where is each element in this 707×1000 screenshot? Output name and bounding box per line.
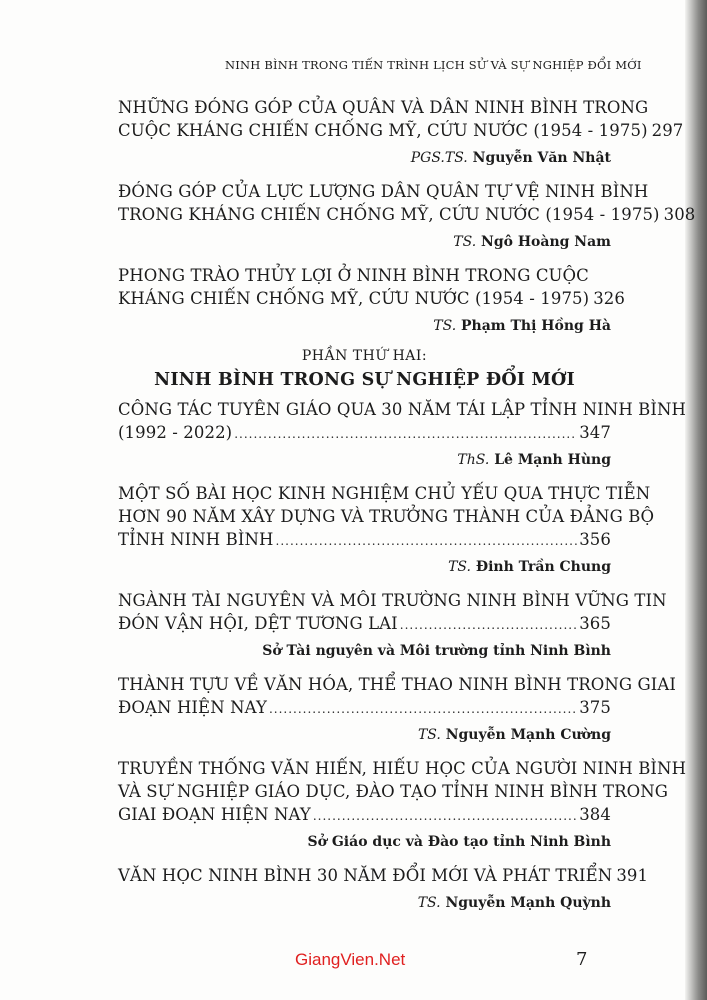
toc-entry (118, 864, 649, 913)
toc-entry (118, 482, 655, 577)
entry-page-number: 375 (579, 698, 611, 717)
entry-title-text: NGÀNH TÀI NGUYÊN VÀ MÔI TRƯỜNG NINH BÌNH VỮNG TIN (118, 591, 667, 610)
entry-title-text: TRONG KHÁNG CHIẾN CHỐNG MỸ, CỨU NƯỚC (1954 - 1975) (118, 205, 660, 224)
author-degree: TS. (453, 234, 477, 250)
entry-title-text: CÔNG TÁC TUYÊN GIÁO QUA 30 NĂM TÁI LẬP TỈNH NINH BÌNH (118, 400, 687, 419)
entry-title-text: ĐOẠN HIỆN NAY (118, 698, 267, 717)
entry-title-text: THÀNH TỰU VỀ VĂN HÓA, THỂ THAO NINH BÌNH TRONG GIAI (118, 675, 677, 694)
entry-title-text: PHONG TRÀO THỦY LỢI Ở NINH BÌNH TRONG CUỘC (118, 266, 589, 285)
entry-page-number: 365 (579, 614, 611, 633)
entry-author (118, 557, 611, 577)
entry-page-number: 326 (593, 289, 625, 308)
toc-entry-line (118, 264, 611, 287)
entry-author (118, 832, 611, 852)
author-degree: ThS. (457, 452, 490, 468)
toc-entry-line (118, 505, 655, 528)
toc-entry (118, 589, 667, 661)
page-number: 7 (576, 949, 588, 970)
author-name: Nguyễn Mạnh Cường (445, 727, 611, 743)
entry-page-number: 391 (616, 866, 649, 885)
entry-title-text: ĐÓN VẬN HỘI, DỆT TƯƠNG LAI (118, 614, 398, 633)
entry-author (118, 148, 611, 168)
toc-part-two (118, 398, 687, 913)
toc-entry-line (118, 180, 649, 203)
toc-entry (118, 757, 687, 852)
toc-entry-line (118, 803, 611, 828)
dot-leader (400, 614, 577, 637)
author-name: Sở Tài nguyên và Môi trường tỉnh Ninh Bình (262, 643, 611, 659)
toc-entry (118, 264, 625, 336)
dot-leader (313, 805, 577, 828)
toc-entry-line (118, 612, 611, 637)
entry-page-number: 297 (651, 121, 684, 140)
entry-page-number: 308 (663, 205, 696, 224)
entry-title-text: HƠN 90 NĂM XÂY DỰNG VÀ TRƯỞNG THÀNH CỦA ĐẢNG BỘ (118, 507, 655, 526)
dot-leader (234, 423, 577, 446)
author-degree: TS. (433, 318, 457, 334)
table-of-contents (118, 96, 696, 925)
entry-title-text: ĐÓNG GÓP CỦA LỰC LƯỢNG DÂN QUÂN TỰ VỆ NINH BÌNH (118, 182, 649, 201)
toc-entry (118, 398, 687, 470)
entry-author (118, 450, 611, 470)
part-title: NINH BÌNH TRONG SỰ NGHIỆP ĐỔI MỚI (154, 370, 575, 390)
author-name: Phạm Thị Hồng Hà (461, 318, 611, 334)
entry-title-text: (1992 - 2022) (118, 423, 233, 442)
entry-author (118, 641, 611, 661)
author-degree: PGS.TS. (410, 150, 468, 166)
toc-entry (118, 673, 677, 745)
entry-page-number: 356 (579, 530, 611, 549)
author-degree: TS. (448, 559, 471, 575)
entry-page-number: 384 (579, 805, 611, 824)
toc-entry-line (118, 287, 625, 312)
entry-page-number: 347 (579, 423, 611, 442)
author-name: Đinh Trần Chung (475, 559, 611, 575)
entry-title-text: VÀ SỰ NGHIỆP GIÁO DỤC, ĐÀO TẠO TỈNH NINH BÌNH TRONG (118, 782, 669, 801)
toc-entry-line (118, 864, 649, 889)
entry-title-text: GIAI ĐOẠN HIỆN NAY (118, 805, 311, 824)
author-name: Sở Giáo dục và Đào tạo tỉnh Ninh Bình (307, 834, 611, 850)
toc-part-one (118, 96, 696, 336)
toc-entry-line (118, 673, 677, 696)
author-name: Lê Mạnh Hùng (494, 452, 611, 468)
entry-author (118, 725, 611, 745)
part-subtitle: PHẦN THỨ HAI: (301, 348, 428, 364)
entry-title-text: KHÁNG CHIẾN CHỐNG MỸ, CỨU NƯỚC (1954 - 1975) (118, 289, 590, 308)
entry-title-text: VĂN HỌC NINH BÌNH 30 NĂM ĐỔI MỚI VÀ PHÁT TRIỂN (118, 866, 613, 885)
toc-entry-line (118, 421, 611, 446)
toc-entry-line (118, 757, 687, 780)
author-name: Nguyễn Văn Nhật (472, 150, 611, 166)
running-header: NINH BÌNH TRONG TIẾN TRÌNH LỊCH SỬ VÀ SỰ NGHIỆP ĐỔI MỚI (225, 58, 642, 72)
toc-entry-line (118, 398, 687, 421)
entry-author (118, 893, 611, 913)
entry-author (118, 316, 611, 336)
dot-leader (276, 530, 578, 553)
toc-entry-line (118, 203, 696, 228)
entry-title-text: NHỮNG ĐÓNG GÓP CỦA QUÂN VÀ DÂN NINH BÌNH TRONG (118, 98, 649, 117)
toc-entry-line (118, 482, 651, 505)
toc-entry (118, 96, 684, 168)
entry-title-text: MỘT SỐ BÀI HỌC KINH NGHIỆM CHỦ YẾU QUA THỰC TIỄN (118, 484, 651, 503)
author-name: Nguyễn Mạnh Quỳnh (445, 895, 611, 911)
toc-entry-line (118, 528, 611, 553)
author-degree: TS. (417, 727, 441, 743)
entry-title-text: CUỘC KHÁNG CHIẾN CHỐNG MỸ, CỨU NƯỚC (1954 - 1975) (118, 121, 648, 140)
toc-entry-line (118, 96, 649, 119)
toc-entry (118, 180, 696, 252)
toc-entry-line (118, 589, 667, 612)
watermark: GiangVien.Net (295, 950, 406, 969)
entry-title-text: TỈNH NINH BÌNH (118, 530, 274, 549)
author-degree: TS. (417, 895, 441, 911)
toc-entry-line (118, 119, 684, 144)
toc-entry-line (118, 780, 669, 803)
entry-title-text: TRUYỀN THỐNG VĂN HIẾN, HIẾU HỌC CỦA NGƯỜI NINH BÌNH (118, 759, 687, 778)
entry-author (118, 232, 611, 252)
toc-entry-line (118, 696, 611, 721)
author-name: Ngô Hoàng Nam (481, 234, 611, 250)
dot-leader (269, 698, 577, 721)
page-edge-shadow (685, 0, 707, 1000)
